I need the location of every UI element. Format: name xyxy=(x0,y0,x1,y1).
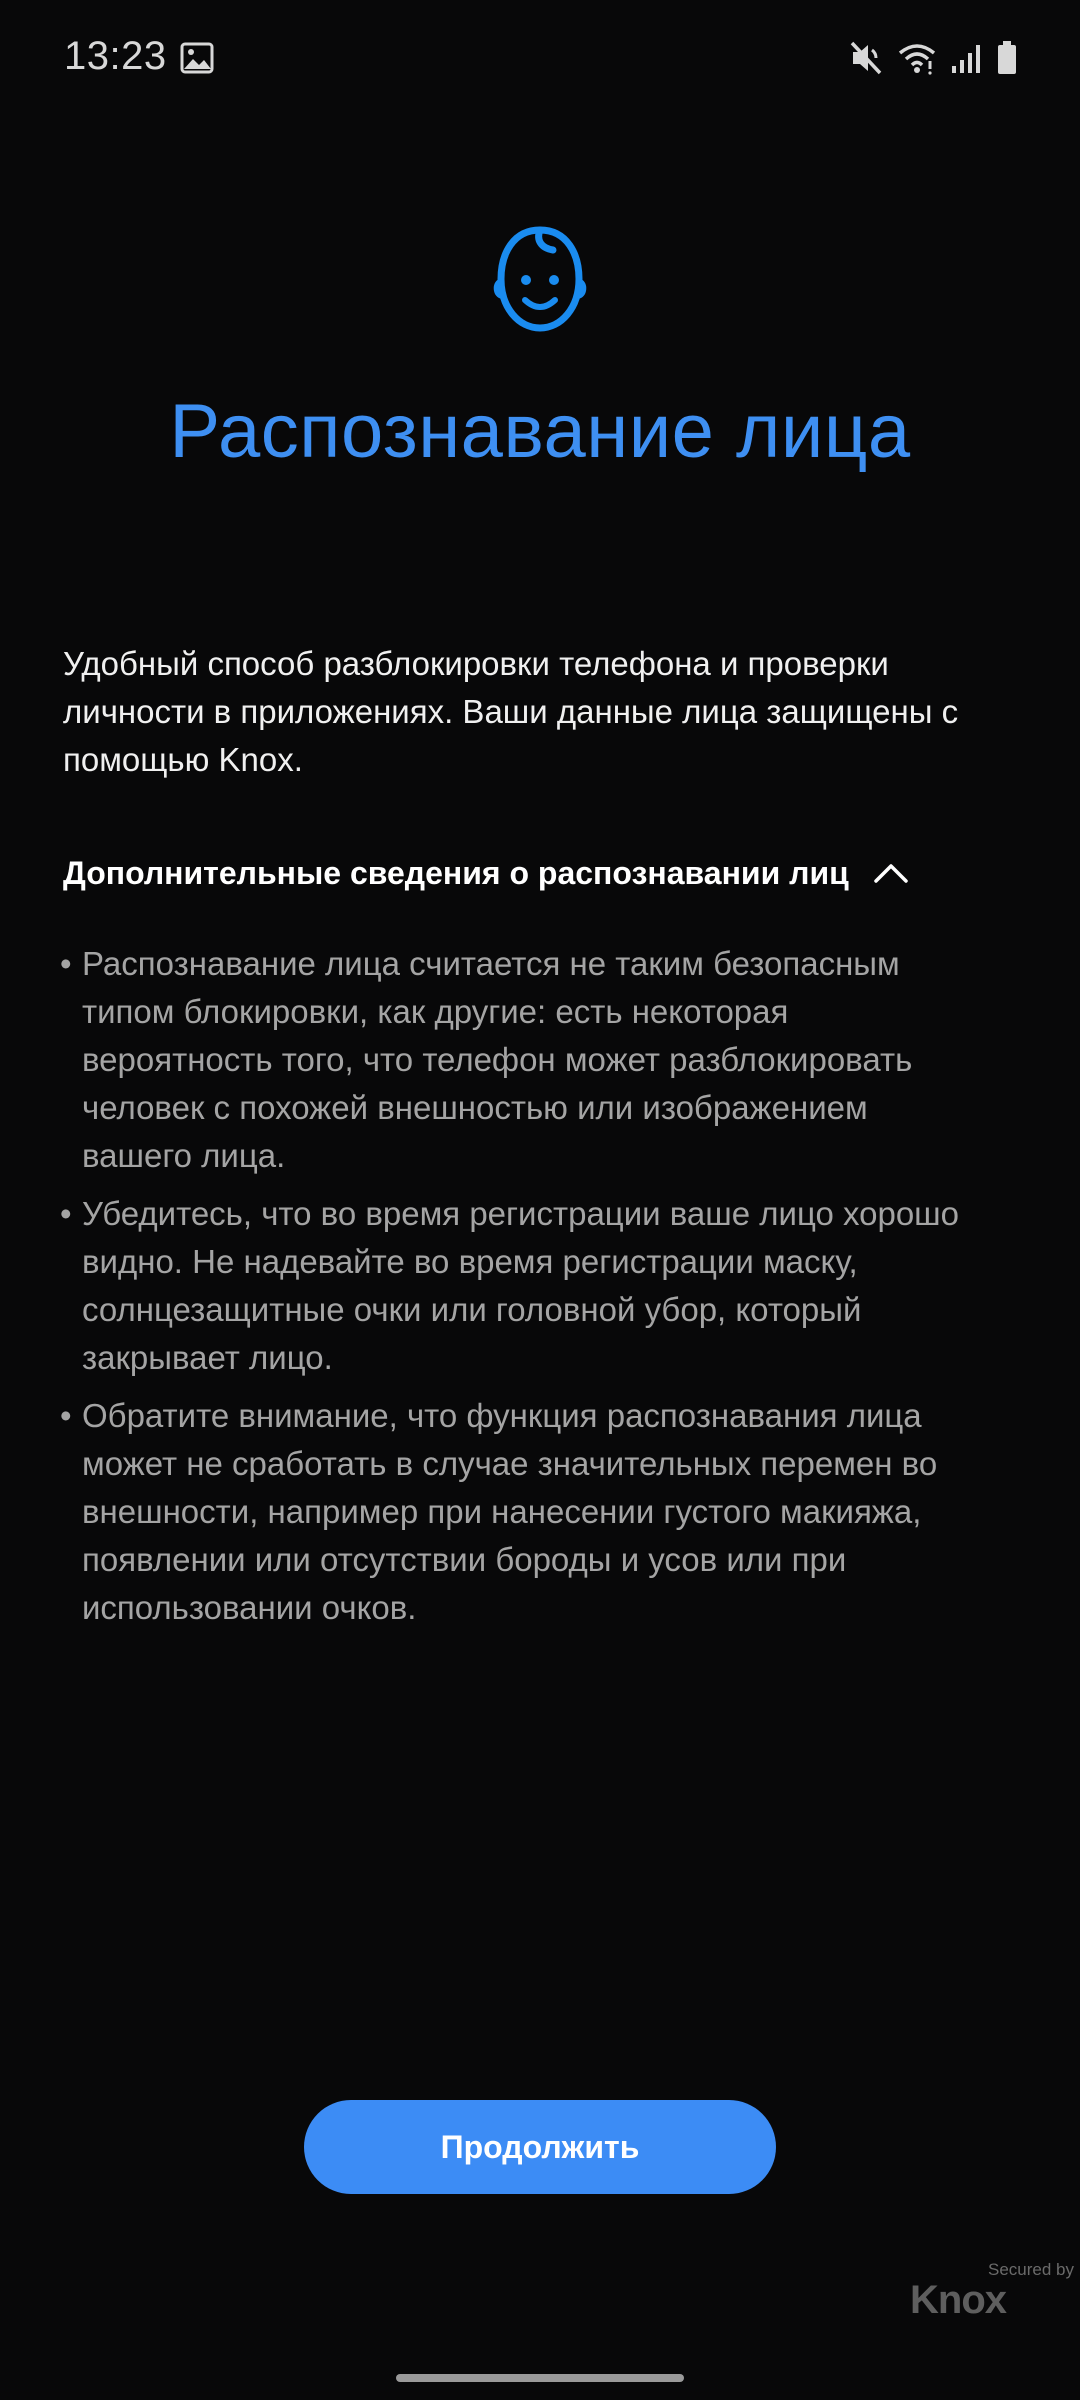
knox-secured-label: Secured by xyxy=(988,2260,1074,2279)
knox-logo: Knox xyxy=(910,2278,1006,2322)
battery-icon xyxy=(996,40,1018,76)
bullet-icon: • xyxy=(60,945,72,982)
mute-icon xyxy=(850,40,884,76)
list-item xyxy=(60,940,960,1180)
more-info-label: Дополнительные сведения о распознавании лиц xyxy=(63,854,849,891)
page-title: Распознавание лица xyxy=(169,389,911,474)
list-item-text: Распознавание лица считается не таким безопасным типом блокировки, как другие: есть некоторая вероятность того, что телефон может разблокировать человек с похожей внешностью или изображением вашего лица. xyxy=(82,945,913,1174)
list-item xyxy=(60,1392,960,1632)
continue-button[interactable]: Продолжить xyxy=(304,2100,776,2194)
bullet-icon: • xyxy=(60,1397,72,1434)
status-icons xyxy=(850,36,1018,80)
status-time: 13:23 xyxy=(64,34,167,78)
home-indicator[interactable] xyxy=(396,2374,684,2382)
list-item-text: Убедитесь, что во время регистрации ваше лицо хорошо видно. Не надевайте во время регистрации маску, солнцезащитные очки или головной убор, который закрывает лицо. xyxy=(82,1195,960,1376)
face-icon xyxy=(491,224,589,334)
gallery-icon xyxy=(180,42,214,74)
more-info-list xyxy=(60,940,960,1642)
signal-icon xyxy=(950,42,982,74)
bullet-icon: • xyxy=(60,1195,72,1232)
wifi-icon xyxy=(898,41,936,75)
intro-text: Удобный способ разблокировки телефона и проверки личности в приложениях. Ваши данные лица защищены с помощью Knox. xyxy=(63,645,959,778)
more-info-toggle[interactable] xyxy=(63,848,943,898)
status-bar xyxy=(0,0,1080,118)
chevron-up-icon xyxy=(873,861,909,885)
list-item xyxy=(60,1190,960,1382)
list-item-text: Обратите внимание, что функция распознавания лица может не сработать в случае значительных перемен во внешности, например при нанесении густого макияжа, появлении или отсутствии бороды и усов или при использовании очков. xyxy=(82,1397,938,1626)
